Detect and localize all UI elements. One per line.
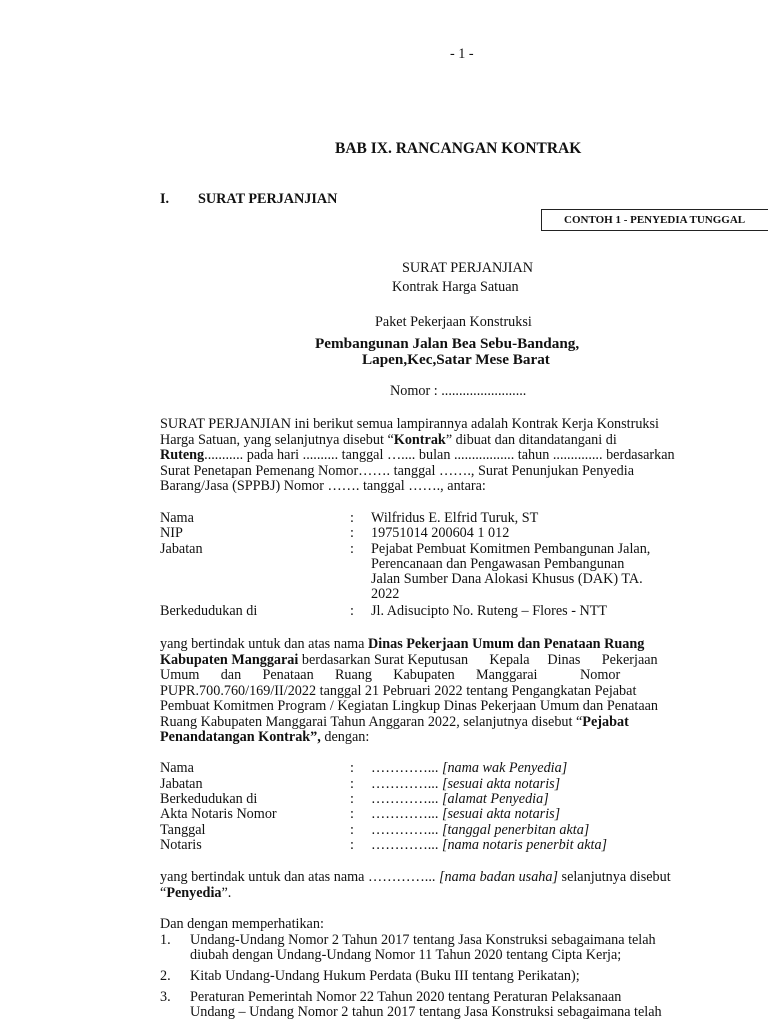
field-value: Perencanaan dan Pengawasan Pembangunan: [371, 556, 625, 572]
acting2-line: [160, 886, 768, 902]
acting1-line: [160, 730, 768, 746]
placeholder-dots: …………...: [371, 822, 442, 838]
acting2-line: [160, 870, 768, 886]
list-item-text: diubah dengan Undang-Undang Nomor 11 Tahun 2020 tentang Cipta Kerja;: [190, 947, 622, 963]
acting1-paragraph: [160, 637, 768, 746]
list-item-text: Undang-Undang Nomor 2 Tahun 2017 tentang Jasa Konstruksi sebagaimana telah: [190, 932, 656, 948]
project-title-line2: Lapen,Kec,Satar Mese Barat: [362, 351, 550, 368]
colon: :: [350, 822, 354, 838]
list-number: 2.: [160, 968, 171, 984]
field-label: Berkedudukan di: [160, 791, 258, 807]
text: ........... pada hari .......... tanggal ….... bulan ................. tahun .............. berdasarkan: [204, 447, 675, 463]
field-label: Jabatan: [160, 776, 203, 792]
list-item-text: Peraturan Pemerintah Nomor 22 Tahun 2020 tentang Peraturan Pelaksanaan: [190, 989, 622, 1005]
text: Harga Satuan, yang selanjutnya disebut “: [160, 431, 394, 448]
doc-subtitle: Kontrak Harga Satuan: [392, 279, 519, 295]
placeholder-note: [nama badan usaha]: [438, 870, 558, 885]
place-name: Ruteng: [160, 447, 205, 463]
colon: :: [350, 525, 354, 541]
text: yang bertindak untuk dan atas nama: [160, 637, 369, 652]
placeholder-dots: …………...: [371, 760, 442, 776]
placeholder-note: [tanggal penerbitan akta]: [441, 822, 590, 838]
field-label: Berkedudukan di: [160, 603, 258, 619]
list-item-text: Undang – Undang Nomor 2 tahun 2017 tentang Jasa Konstruksi sebagaimana telah: [190, 1004, 662, 1020]
acting1-line: [160, 637, 768, 653]
list-item-text: Kitab Undang-Undang Hukum Perdata (Buku III tentang Perikatan);: [190, 968, 580, 984]
placeholder-note: [sesuai akta notaris]: [441, 806, 561, 822]
text: ”.: [221, 884, 232, 901]
placeholder-note: [sesuai akta notaris]: [441, 776, 561, 792]
field-value: 2022: [371, 586, 400, 602]
colon: :: [350, 510, 354, 526]
field-value: Jalan Sumber Dana Alokasi Khusus (DAK) TA.: [371, 571, 643, 587]
field-label: NIP: [160, 525, 183, 541]
field-label: Nama: [160, 760, 194, 776]
acting1-line: [160, 715, 768, 731]
text: dengan:: [320, 729, 370, 745]
field-label: Notaris: [160, 837, 202, 853]
placeholder-note: [nama notaris penerbit akta]: [441, 837, 608, 853]
considering-heading: Dan dengan memperhatikan:: [160, 916, 324, 932]
acting1-line: [160, 653, 768, 669]
field-value: [371, 807, 560, 823]
intro-line: [160, 433, 768, 449]
list-number: 3.: [160, 989, 171, 1005]
colon: :: [350, 806, 354, 822]
section-title: SURAT PERJANJIAN: [198, 191, 338, 207]
field-value: Wilfridus E. Elfrid Turuk, ST: [371, 510, 539, 526]
list-number: 1.: [160, 932, 171, 948]
role-term: Penandatangan Kontrak”,: [160, 729, 321, 745]
intro-line: [160, 448, 768, 464]
page-number: - 1 -: [450, 46, 474, 62]
field-label: Akta Notaris Nomor: [160, 806, 277, 822]
field-value: [371, 761, 567, 777]
field-value: 19751014 200604 1 012: [371, 525, 510, 541]
field-label: Jabatan: [160, 541, 203, 557]
placeholder-dots: …………...: [371, 776, 442, 792]
placeholder-note: [alamat Penyedia]: [441, 791, 549, 807]
acting1-line: PUPR.700.760/169/II/2022 tanggal 21 Pebruari 2022 tentang Pengangkatan Pejabat: [160, 682, 637, 699]
placeholder-dots: …………...: [371, 806, 442, 822]
field-value: Jl. Adisucipto No. Ruteng – Flores - NTT: [371, 603, 608, 619]
section-number: I.: [160, 191, 170, 207]
package-label: Paket Pekerjaan Konstruksi: [375, 314, 532, 330]
colon: :: [350, 791, 354, 807]
field-value: [371, 838, 607, 854]
chapter-title: BAB IX. RANCANGAN KONTRAK: [335, 140, 582, 157]
text: yang bertindak untuk dan atas nama …………...: [160, 870, 439, 885]
intro-line: SURAT PERJANJIAN ini berikut semua lampirannya adalah Kontrak Kerja Konstruksi: [160, 417, 659, 432]
acting1-line: Pembuat Komitmen Program / Kegiatan Lingkup Dinas Pekerjaan Umum dan Penataan: [160, 698, 659, 714]
role-term: Pejabat: [582, 713, 629, 730]
agency-name: Kabupaten Manggarai: [160, 651, 299, 668]
acting2-paragraph: [160, 870, 768, 901]
acting1-line: Umum dan Penataan Ruang Kabupaten Manggarai Nomor: [160, 667, 621, 683]
text: “: [160, 884, 167, 901]
text: berdasarkan Surat Keputusan Kepala Dinas Pekerjaan: [298, 651, 658, 668]
placeholder-dots: …………...: [371, 837, 442, 853]
colon: :: [350, 541, 354, 557]
placeholder-note: [nama wak Penyedia]: [441, 760, 568, 776]
contract-number: Nomor : ........................: [390, 383, 527, 399]
text: Ruang Kabupaten Manggarai Tahun Anggaran 2022, selanjutnya disebut “: [160, 713, 583, 730]
text: selanjutnya disebut: [558, 870, 671, 885]
colon: :: [350, 776, 354, 792]
colon: :: [350, 603, 354, 619]
role-term: Penyedia: [166, 884, 222, 901]
colon: :: [350, 760, 354, 776]
text: ” dibuat dan ditandatangani di: [445, 431, 617, 448]
doc-title: SURAT PERJANJIAN: [402, 260, 533, 276]
agency-name: Dinas Pekerjaan Umum dan Penataan Ruang: [368, 637, 645, 652]
example-box: CONTOH 1 - PENYEDIA TUNGGAL: [541, 209, 768, 231]
field-value: Pejabat Pembuat Komitmen Pembangunan Jalan,: [371, 541, 651, 557]
intro-line: Barang/Jasa (SPPBJ) Nomor ……. tanggal ……., antara:: [160, 478, 486, 494]
project-title-line1: Pembangunan Jalan Bea Sebu-Bandang,: [315, 335, 580, 352]
field-label: Tanggal: [160, 822, 206, 838]
colon: :: [350, 837, 354, 853]
placeholder-dots: …………...: [371, 791, 442, 807]
kontrak-term: Kontrak: [393, 431, 446, 448]
field-label: Nama: [160, 510, 194, 526]
intro-line: Surat Penetapan Pemenang Nomor……. tanggal ……., Surat Penunjukan Penyedia: [160, 462, 635, 479]
intro-paragraph: [160, 417, 768, 495]
